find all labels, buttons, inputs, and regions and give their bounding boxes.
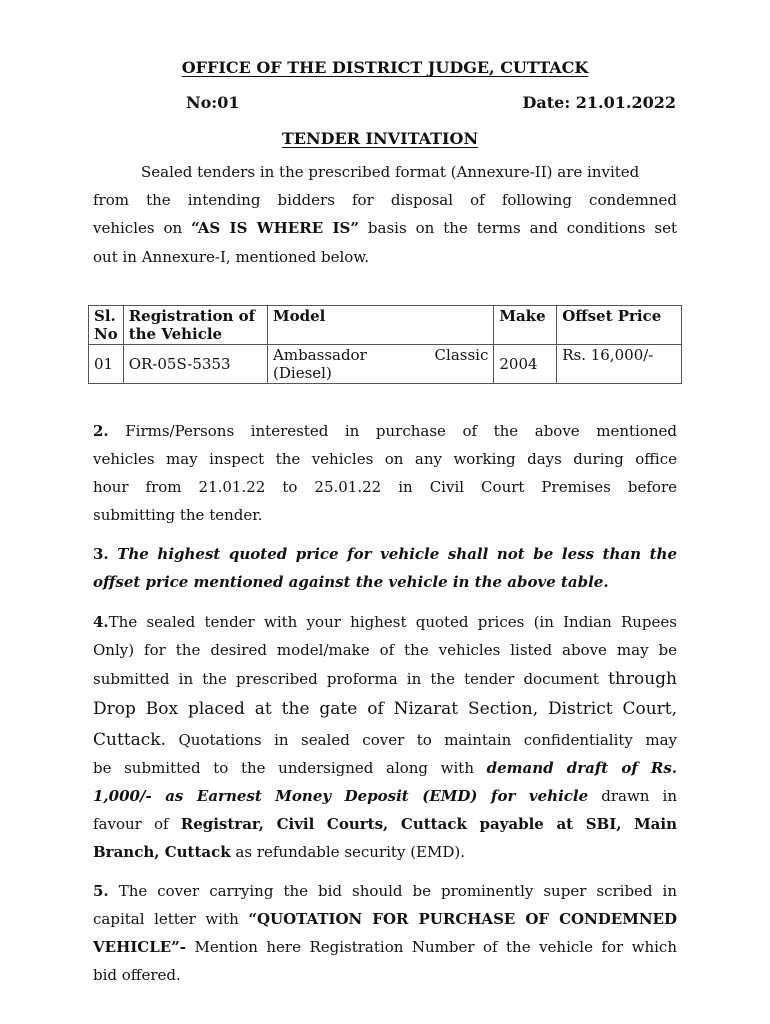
paragraph-line: 1,000/- as Earnest Money Deposit (EMD) for vehicle drawn in bbox=[93, 787, 677, 805]
paragraph-line: be submitted to the undersigned along with demand draft of Rs. bbox=[93, 759, 678, 777]
cell-make: 2004 bbox=[494, 345, 557, 384]
paragraph-line: offset price mentioned against the vehicle in the above table. bbox=[93, 573, 609, 591]
column-header-sl: Sl. No bbox=[89, 306, 124, 345]
cell-price: Rs. 16,000/- bbox=[557, 345, 682, 384]
paragraph-line: Cuttack. Quotations in sealed cover to maintain confidentiality may bbox=[93, 730, 677, 750]
paragraph-line: 5. The cover carrying the bid should be prominently super scribed in bbox=[93, 882, 677, 900]
paragraph-line: submitting the tender. bbox=[93, 506, 263, 524]
paragraph-line: VEHICLE”- Mention here Registration Number of the vehicle for which bbox=[93, 938, 677, 956]
column-header-price: Offset Price bbox=[557, 306, 682, 345]
document-date: Date: 21.01.2022 bbox=[522, 93, 676, 112]
vehicle-table bbox=[88, 305, 682, 384]
intro-line: Sealed tenders in the prescribed format (Annexure-II) are invited bbox=[141, 163, 640, 181]
paragraph-line: Drop Box placed at the gate of Nizarat Section, District Court, bbox=[93, 699, 677, 719]
table-row bbox=[89, 345, 682, 384]
cell-registration: OR-05S-5353 bbox=[123, 345, 267, 384]
paragraph-line: submitted in the prescribed proforma in the tender document through bbox=[93, 669, 677, 689]
intro-line: from the intending bidders for disposal of following condemned bbox=[93, 191, 677, 209]
column-header-registration: Registration of the Vehicle bbox=[123, 306, 267, 345]
paragraph-line: 2. Firms/Persons interested in purchase of the above mentioned bbox=[93, 422, 677, 440]
paragraph-line: Only) for the desired model/make of the vehicles listed above may be bbox=[93, 641, 677, 659]
paragraph-line: bid offered. bbox=[93, 966, 181, 984]
office-heading: OFFICE OF THE DISTRICT JUDGE, CUTTACK bbox=[181, 58, 589, 77]
cell-sl: 01 bbox=[89, 345, 124, 384]
intro-line: vehicles on “AS IS WHERE IS” basis on the terms and conditions set bbox=[93, 219, 677, 237]
column-header-make: Make bbox=[494, 306, 557, 345]
paragraph-line: 4.The sealed tender with your highest quoted prices (in Indian Rupees bbox=[93, 613, 677, 631]
paragraph-line: hour from 21.01.22 to 25.01.22 in Civil Court Premises before bbox=[93, 478, 677, 496]
paragraph-line: vehicles may inspect the vehicles on any working days during office bbox=[93, 450, 677, 468]
paragraph-line: favour of Registrar, Civil Courts, Cuttack payable at SBI, Main bbox=[93, 815, 677, 833]
paragraph-line: 3. The highest quoted price for vehicle shall not be less than the bbox=[93, 545, 677, 563]
table-header-row bbox=[89, 306, 682, 345]
tender-title: TENDER INVITATION bbox=[281, 129, 479, 148]
column-header-model: Model bbox=[268, 306, 494, 345]
document-number: No:01 bbox=[186, 93, 240, 112]
intro-line: out in Annexure-I, mentioned below. bbox=[93, 248, 370, 266]
paragraph-line: Branch, Cuttack as refundable security (EMD). bbox=[93, 843, 466, 861]
cell-model: Ambassador Classic (Diesel) bbox=[268, 345, 494, 384]
paragraph-line: capital letter with “QUOTATION FOR PURCHASE OF CONDEMNED bbox=[93, 910, 677, 928]
